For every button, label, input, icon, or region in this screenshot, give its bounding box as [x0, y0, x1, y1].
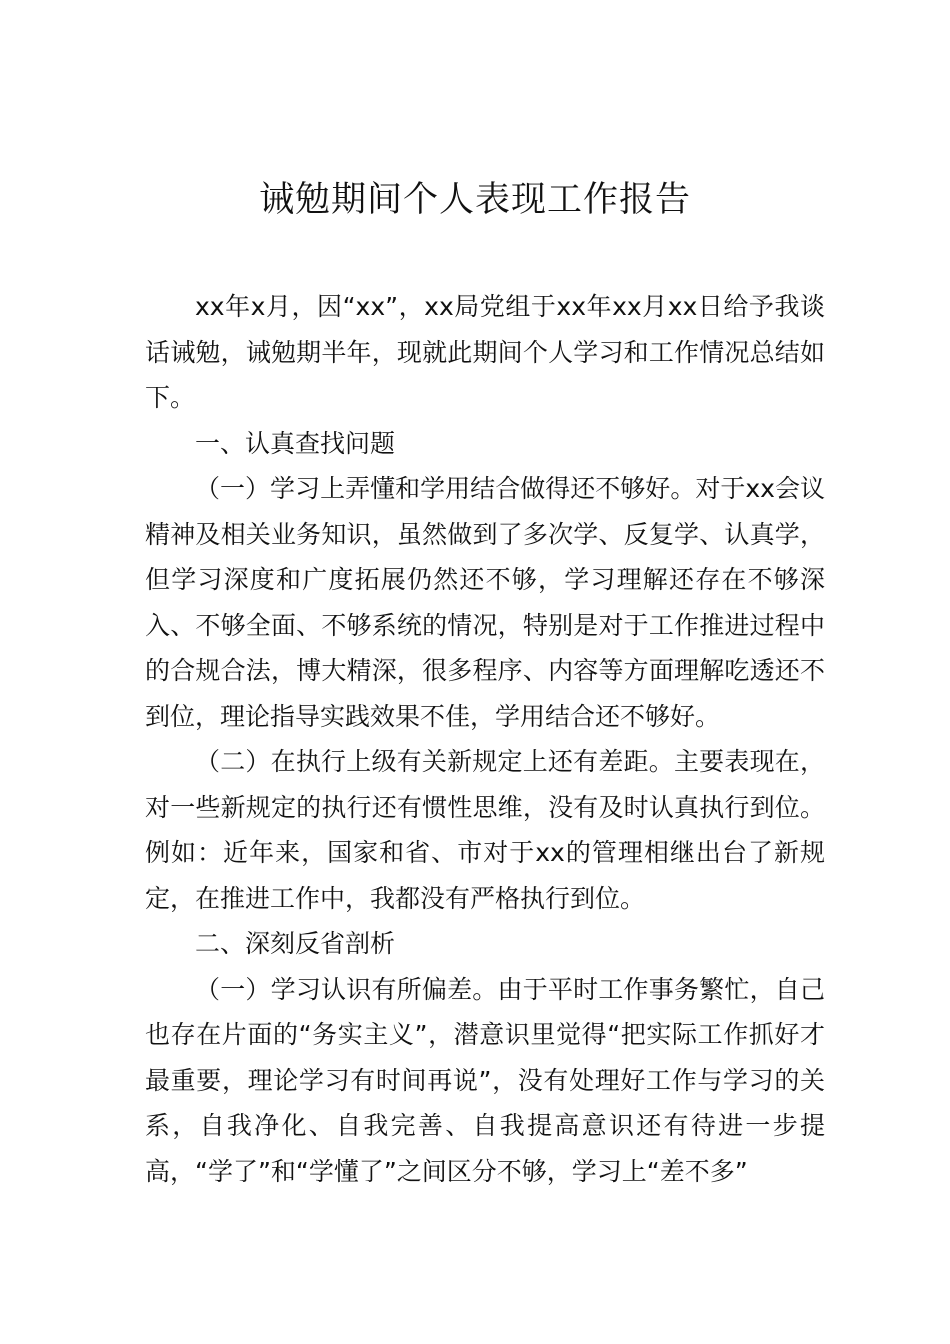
document-body	[145, 284, 825, 1194]
paragraph-intro: xx年x月，因“xx”，xx局党组于xx年xx月xx日给予我谈话诫勉，诫勉期半年，现就此期间个人学习和工作情况总结如下。	[145, 292, 825, 412]
paragraph-1-1: （一）学习上弄懂和学用结合做得还不够好。对于xx会议精神及相关业务知识，虽然做到了多次学、反复学、认真学，但学习深度和广度拓展仍然还不够，学习理解还存在不够深入、不够全面、不够系统的情况，特别是对于工作推进过程中的合规合法，博大精深，很多程序、内容等方面理解吃透还不到位，理论指导实践效果不佳，学用结合还不够好。	[145, 474, 825, 731]
section-heading-2: 二、深刻反省剖析	[195, 929, 396, 958]
section-heading-1: 一、认真查找问题	[195, 428, 396, 458]
paragraph-1-2: （二）在执行上级有关新规定上还有差距。主要表现在，对一些新规定的执行还有惯性思维，没有及时认真执行到位。例如：近年来，国家和省、市对于xx的管理相继出台了新规定，在推进工作中，我都没有严格执行到位。	[145, 747, 825, 913]
document-title: 诫勉期间个人表现工作报告	[258, 180, 691, 220]
paragraph-2-1: （一）学习认识有所偏差。由于平时工作事务繁忙，自己也存在片面的“务实主义”，潜意识里觉得“把实际工作抓好才最重要，理论学习有时间再说”，没有处理好工作与学习的关系，自我净化、自我完善、自我提高意识还有待进一步提高，“学了”和“学懂了”之间区分不够，学习上“差不多”	[145, 974, 825, 1186]
